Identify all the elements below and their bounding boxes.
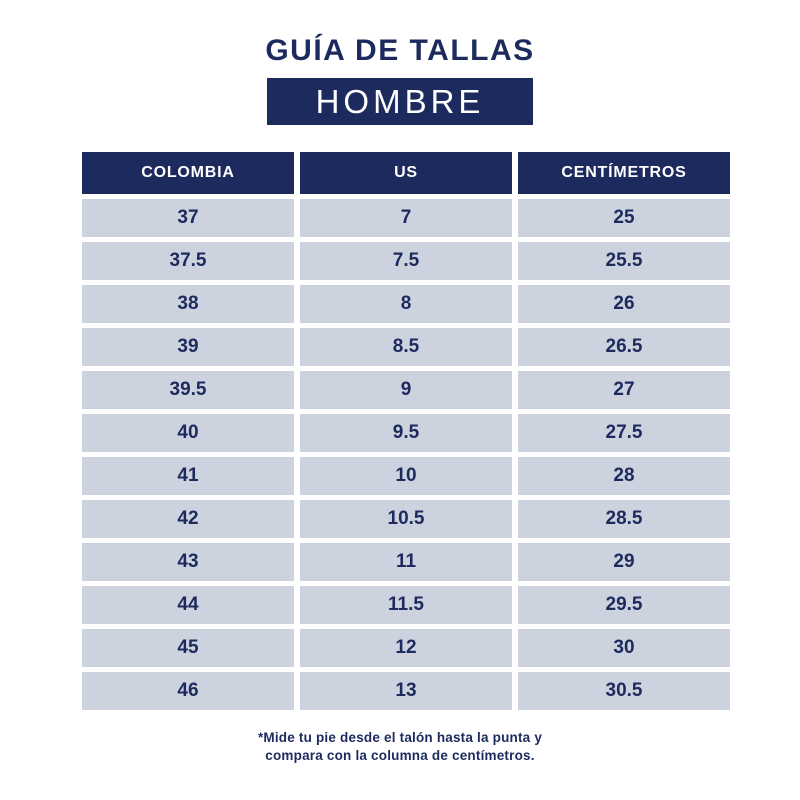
cell-centimetros: 30.5 [518,672,730,710]
table-row [82,672,730,710]
cell-us: 10.5 [300,500,512,538]
table-row [82,543,730,581]
cell-us: 7.5 [300,242,512,280]
cell-centimetros: 27 [518,371,730,409]
size-table-body [82,199,730,710]
cell-colombia: 39 [82,328,294,366]
cell-us: 9.5 [300,414,512,452]
cell-centimetros: 27.5 [518,414,730,452]
cell-us: 8.5 [300,328,512,366]
column-header-centimetros: CENTÍMETROS [518,152,730,194]
table-row [82,199,730,237]
gender-label: HOMBRE [315,82,485,120]
footnote [258,729,542,765]
table-row [82,285,730,323]
cell-us: 8 [300,285,512,323]
cell-colombia: 39.5 [82,371,294,409]
cell-centimetros: 26 [518,285,730,323]
cell-centimetros: 30 [518,629,730,667]
cell-colombia: 38 [82,285,294,323]
cell-centimetros: 26.5 [518,328,730,366]
table-row [82,629,730,667]
cell-us: 11 [300,543,512,581]
cell-us: 11.5 [300,586,512,624]
cell-centimetros: 25 [518,199,730,237]
footnote-line-2: compara con la columna de centímetros. [265,748,535,764]
table-row [82,328,730,366]
cell-us: 10 [300,457,512,495]
page-title: GUÍA DE TALLAS [265,34,535,67]
column-header-colombia: COLOMBIA [82,152,294,194]
cell-us: 12 [300,629,512,667]
size-table-head [82,152,730,194]
cell-colombia: 46 [82,672,294,710]
table-row [82,242,730,280]
cell-centimetros: 29.5 [518,586,730,624]
cell-us: 9 [300,371,512,409]
column-header-us: US [300,152,512,194]
cell-centimetros: 28 [518,457,730,495]
cell-us: 7 [300,199,512,237]
footnote-line-1: *Mide tu pie desde el talón hasta la punta y [257,730,543,745]
table-row [82,500,730,538]
table-row [82,414,730,452]
cell-colombia: 44 [82,586,294,624]
size-table [76,147,736,715]
table-row [82,457,730,495]
cell-centimetros: 25.5 [518,242,730,280]
cell-centimetros: 28.5 [518,500,730,538]
cell-colombia: 43 [82,543,294,581]
gender-banner [267,78,533,125]
cell-us: 13 [300,672,512,710]
cell-centimetros: 29 [518,543,730,581]
cell-colombia: 45 [82,629,294,667]
cell-colombia: 37 [82,199,294,237]
cell-colombia: 41 [82,457,294,495]
cell-colombia: 40 [82,414,294,452]
cell-colombia: 42 [82,500,294,538]
table-row [82,371,730,409]
table-header-row [82,152,730,194]
table-row [82,586,730,624]
cell-colombia: 37.5 [82,242,294,280]
